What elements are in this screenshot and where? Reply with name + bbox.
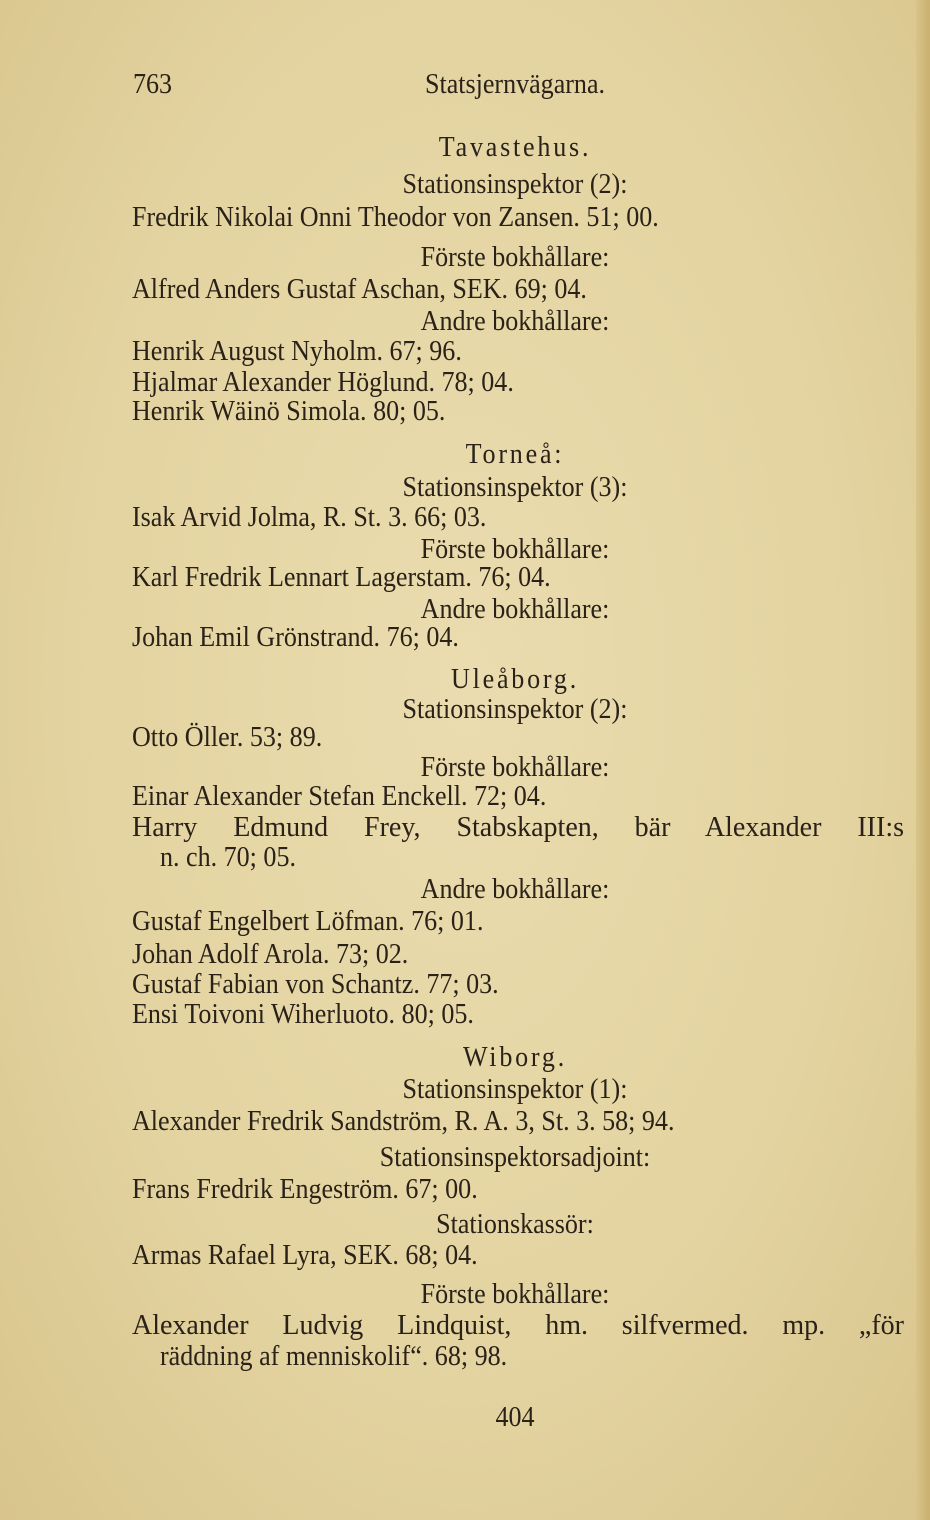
group-title: Stationsinspektor (1): xyxy=(402,1074,628,1105)
entry: Hjalmar Alexander Höglund. 78; 04. xyxy=(132,367,514,398)
group-title: Stationsinspektorsadjoint: xyxy=(379,1142,651,1173)
entry: Henrik Wäinö Simola. 80; 05. xyxy=(132,396,446,427)
entry-continuation: räddning af menniskolif“. 68; 98. xyxy=(160,1341,508,1372)
entry: Otto Öller. 53; 89. xyxy=(132,722,323,753)
entry: Isak Arvid Jolma, R. St. 3. 66; 03. xyxy=(132,502,487,533)
group-title: Stationskassör: xyxy=(436,1209,594,1240)
entry: Harry Edmund Frey, Stabskapten, bär Alexander III:s xyxy=(132,812,904,843)
group-title: Förste bokhållare: xyxy=(420,242,610,273)
entry: Johan Emil Grönstrand. 76; 04. xyxy=(132,622,459,653)
entry: Armas Rafael Lyra, SEK. 68; 04. xyxy=(132,1240,478,1271)
group-title: Stationsinspektor (3): xyxy=(402,472,628,503)
group-title: Förste bokhållare: xyxy=(420,752,610,783)
page-number: 763 xyxy=(133,69,173,100)
entry: Gustaf Engelbert Löfman. 76; 01. xyxy=(132,906,484,937)
entry: Alexander Ludvig Lindquist, hm. silfvermed. mp. „för xyxy=(132,1310,904,1341)
entry: Karl Fredrik Lennart Lagerstam. 76; 04. xyxy=(132,562,551,593)
signature-mark: 404 xyxy=(495,1402,535,1433)
entry: Frans Fredrik Engeström. 67; 00. xyxy=(132,1174,478,1205)
entry: Ensi Toivoni Wiherluoto. 80; 05. xyxy=(132,999,474,1030)
group-title: Stationsinspektor (2): xyxy=(402,694,628,725)
group-title: Andre bokhållare: xyxy=(420,306,610,337)
entry: Alfred Anders Gustaf Aschan, SEK. 69; 04. xyxy=(132,274,587,305)
section-heading: Wiborg. xyxy=(462,1042,568,1073)
entry: Fredrik Nikolai Onni Theodor von Zansen. 51; 00. xyxy=(132,202,659,233)
section-heading: Torneå: xyxy=(465,439,565,470)
group-title: Andre bokhållare: xyxy=(420,594,610,625)
section-heading: Tavastehus. xyxy=(438,132,592,163)
entry: Einar Alexander Stefan Enckell. 72; 04. xyxy=(132,781,547,812)
running-title: Statsjernvägarna. xyxy=(424,69,606,100)
group-title: Stationsinspektor (2): xyxy=(402,169,628,200)
entry-continuation: n. ch. 70; 05. xyxy=(160,842,296,873)
group-title: Andre bokhållare: xyxy=(420,874,610,905)
section-heading: Uleåborg. xyxy=(450,664,580,695)
entry: Henrik August Nyholm. 67; 96. xyxy=(132,336,462,367)
group-title: Förste bokhållare: xyxy=(420,1279,610,1310)
entry: Gustaf Fabian von Schantz. 77; 03. xyxy=(132,969,499,1000)
group-title: Förste bokhållare: xyxy=(420,534,610,565)
entry: Johan Adolf Arola. 73; 02. xyxy=(132,939,409,970)
entry: Alexander Fredrik Sandström, R. A. 3, St. 3. 58; 94. xyxy=(132,1106,675,1137)
